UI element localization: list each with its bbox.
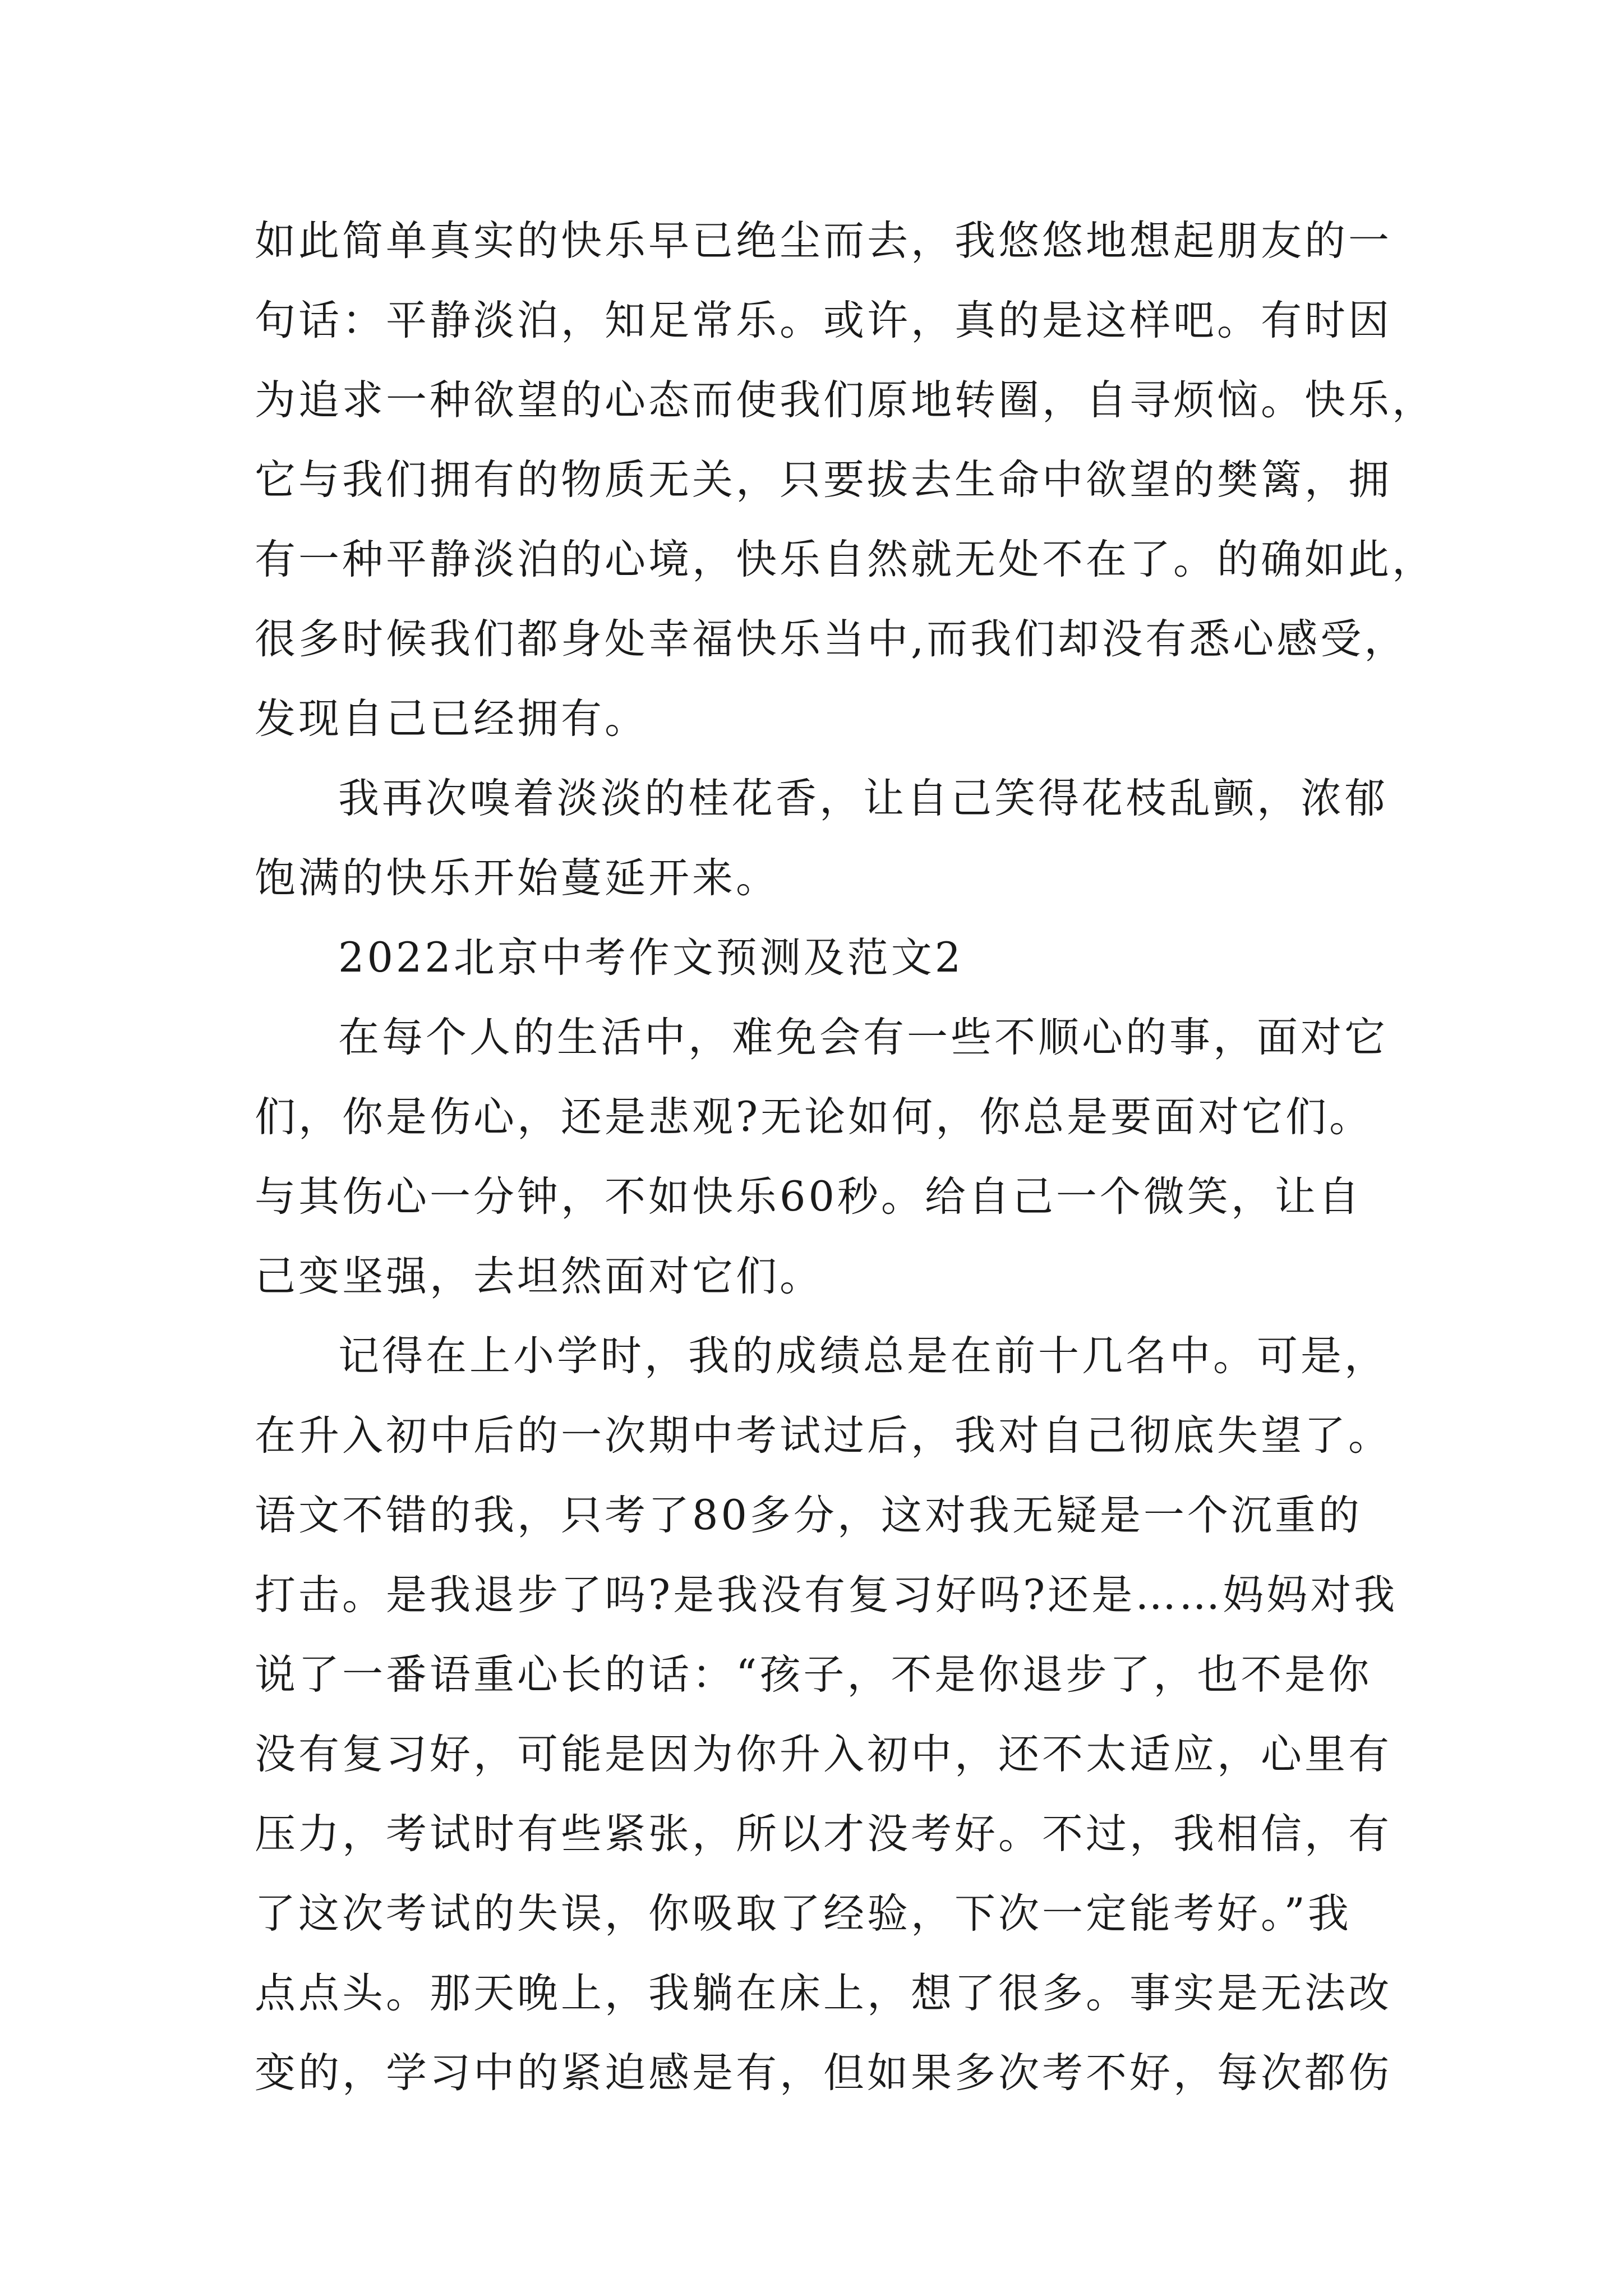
text-line: 与其伤心一分钟，不如快乐60秒。给自己一个微笑，让自 <box>255 1173 1362 1221</box>
text-line: 们，你是伤心，还是悲观?无论如何，你总是要面对它们。 <box>255 1093 1373 1141</box>
text-line: 句话：平静淡泊，知足常乐。或许，真的是这样吧。有时因 <box>255 297 1392 344</box>
text-line: 点点头。那天晚上，我躺在床上，想了很多。事实是无法改 <box>255 1970 1392 2017</box>
text-line: 了这次考试的失误，你吸取了经验，下次一定能考好。”我 <box>255 1890 1352 1938</box>
text-line: 它与我们拥有的物质无关，只要拔去生命中欲望的樊篱，拥 <box>255 456 1392 504</box>
paragraph-first-line: 在每个人的生活中，难免会有一些不顺心的事，面对它 <box>338 1014 1388 1061</box>
text-line: 很多时候我们都身处幸福快乐当中,而我们却没有悉心感受， <box>255 615 1408 663</box>
text-line: 如此简单真实的快乐早已绝尘而去，我悠悠地想起朋友的一 <box>255 217 1392 265</box>
text-line: 没有复习好，可能是因为你升入初中，还不太适应，心里有 <box>255 1731 1392 1778</box>
text-line: 变的，学习中的紧迫感是有，但如果多次考不好，每次都伤 <box>255 2049 1392 2097</box>
text-line: 己变坚强，去坦然面对它们。 <box>255 1253 823 1300</box>
text-line: 说了一番语重心长的话：“孩子，不是你退步了，也不是你 <box>255 1651 1372 1699</box>
text-line: 在升入初中后的一次期中考试过后，我对自己彻底失望了。 <box>255 1412 1392 1460</box>
paragraph-first-line: 我再次嗅着淡淡的桂花香，让自己笑得花枝乱颤，浓郁 <box>338 775 1388 822</box>
text-line: 语文不错的我，只考了80多分，这对我无疑是一个沉重的 <box>255 1492 1362 1539</box>
text-line: 压力，考试时有些紧张，所以才没考好。不过，我相信，有 <box>255 1810 1392 1858</box>
text-line: 打击。是我退步了吗?是我没有复习好吗?还是……妈妈对我 <box>255 1571 1398 1619</box>
text-line: 发现自己已经拥有。 <box>255 695 648 743</box>
text-line: 有一种平静淡泊的心境，快乐自然就无处不在了。的确如此， <box>255 536 1436 583</box>
text-line: 饱满的快乐开始蔓延开来。 <box>255 854 780 902</box>
paragraph-first-line: 记得在上小学时，我的成绩总是在前十几名中。可是， <box>338 1332 1388 1380</box>
text-line: 为追求一种欲望的心态而使我们原地转圈，自寻烦恼。快乐， <box>255 376 1436 424</box>
section-heading: 2022北京中考作文预测及范文2 <box>338 934 964 982</box>
